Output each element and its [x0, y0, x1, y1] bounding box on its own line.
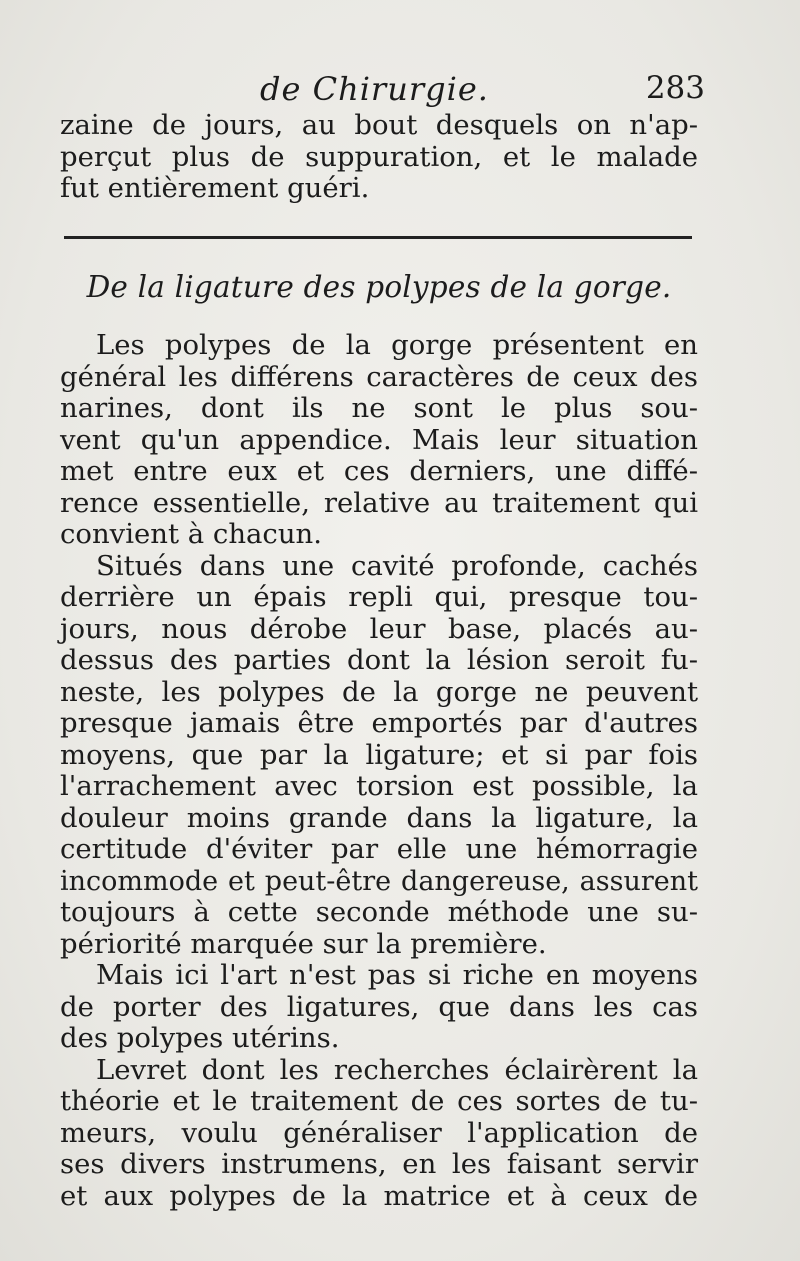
text-line: derrière un épais repli qui, presque tou- — [60, 581, 698, 613]
text-line: zaine de jours, au bout desquels on n'ap- — [60, 109, 698, 141]
page-number: 283 — [645, 70, 705, 106]
text-line: moyens, que par la ligature; et si par fois — [60, 738, 698, 771]
text-line: jours, nous dérobe leur base, placés au- — [60, 612, 698, 645]
text-line: douleur moins grande dans la ligature, la — [60, 801, 698, 834]
text-line: narines, dont ils ne sont le plus sou- — [60, 392, 698, 424]
section-divider — [64, 236, 692, 239]
text-line: rence essentielle, relative au traitement qui — [60, 486, 698, 519]
text-line: Levret dont les recherches éclairèrent la — [96, 1053, 698, 1086]
running-title: de Chirurgie. — [260, 70, 489, 108]
text-line: et aux polypes de la matrice et à ceux de — [60, 1179, 698, 1212]
section-body — [60, 330, 698, 1212]
text-line: incommode et peut-être dangereuse, assurent — [60, 865, 698, 897]
text-line: général les différens caractères de ceux des — [60, 360, 698, 393]
text-line: des polypes utérins. — [60, 1022, 340, 1054]
text-line: Les polypes de la gorge présentent en — [96, 329, 698, 361]
text-line: fut entièrement guéri. — [60, 172, 370, 204]
text-line: convient à chacun. — [60, 518, 322, 550]
text-line: perçut plus de suppuration, et le malade — [60, 140, 698, 173]
text-line: périorité marquée sur la première. — [60, 927, 547, 960]
text-line: dessus des parties dont la lésion seroit fu- — [60, 644, 698, 676]
text-line: de porter des ligatures, que dans les cas — [60, 990, 698, 1023]
text-line: ses divers instrumens, en les faisant servir — [60, 1148, 698, 1180]
text-line: toujours à cette seconde méthode une su- — [60, 896, 698, 928]
text-line: l'arrachement avec torsion est possible, la — [60, 770, 698, 802]
text-line: meurs, voulu généraliser l'application de — [60, 1116, 698, 1149]
text-line: vent qu'un appendice. Mais leur situation — [60, 423, 698, 456]
text-line: presque jamais être emportés par d'autres — [60, 707, 698, 739]
text-line: neste, les polypes de la gorge ne peuvent — [60, 675, 698, 708]
text-line: Mais ici l'art n'est pas si riche en moyens — [96, 959, 698, 991]
page-header — [60, 70, 705, 110]
text-line: met entre eux et ces derniers, une diffé- — [60, 455, 698, 487]
text-line: certitude d'éviter par elle une hémorragie — [60, 833, 698, 865]
section-title: De la ligature des polypes de la gorge. — [86, 270, 672, 304]
text-line: théorie et le traitement de ces sortes de tu- — [60, 1085, 698, 1117]
text-line: Situés dans une cavité profonde, cachés — [96, 549, 698, 582]
continuation-text — [60, 110, 698, 205]
